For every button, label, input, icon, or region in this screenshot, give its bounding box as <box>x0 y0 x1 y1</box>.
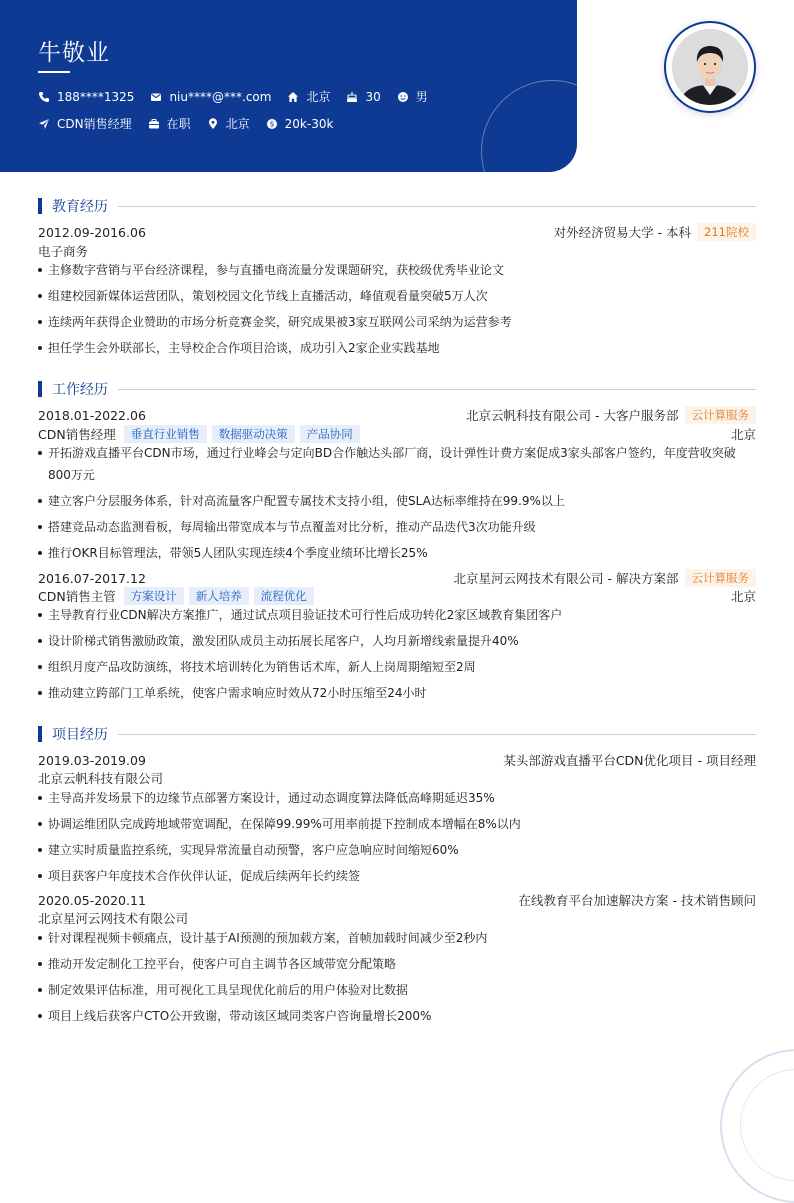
section-education-title <box>38 196 756 216</box>
education-major: 电子商务 <box>38 244 89 259</box>
project-period: 2020.05-2020.11 <box>38 892 146 908</box>
work-company: 北京星河云网技术有限公司 - 解决方案部 <box>453 571 679 586</box>
skill-tag: 新人培养 <box>189 587 249 605</box>
portrait-illustration <box>672 29 748 105</box>
mail-icon <box>150 91 162 103</box>
section-project-title <box>38 724 756 744</box>
salary-text: 20k-30k <box>284 116 334 131</box>
project-name-role: 某头部游戏直播平台CDN优化项目 - 项目经理 <box>503 753 756 768</box>
job-intent-row <box>38 115 349 132</box>
project-company-row <box>38 909 756 927</box>
work-role: CDN销售主管 <box>38 589 116 604</box>
work-period: 2018.01-2022.06 <box>38 407 146 423</box>
section-divider <box>118 389 756 390</box>
home-icon <box>287 91 299 103</box>
location-pin-icon <box>207 118 219 130</box>
age-item <box>346 90 380 104</box>
work-city: 北京 <box>730 589 756 604</box>
project-company: 北京星河云网技术有限公司 <box>38 911 189 926</box>
work-role-block <box>38 587 314 605</box>
header-banner <box>0 0 577 172</box>
work-period: 2016.07-2017.12 <box>38 570 146 586</box>
work-company-block <box>454 569 756 587</box>
skill-tag: 产品协同 <box>300 425 360 443</box>
list-item: 搭建竞品动态监测看板，每周输出带宽成本与节点覆盖对比分析，推动产品迭代3次功能升级 <box>38 516 756 538</box>
education-entry-head <box>38 223 756 241</box>
project-company: 北京云帆科技有限公司 <box>38 771 164 786</box>
section-divider <box>118 734 756 735</box>
target-role-item <box>38 115 132 132</box>
project-company-row <box>38 769 756 787</box>
work-entry-head <box>38 406 756 424</box>
list-item: 组建校园新媒体运营团队，策划校园文化节线上直播活动，峰值观看量突破5万人次 <box>38 285 756 307</box>
phone-icon <box>38 91 50 103</box>
education-period: 2012.09-2016.06 <box>38 224 146 240</box>
work-role: CDN销售经理 <box>38 427 116 442</box>
phone-text: 188****1325 <box>57 89 135 104</box>
target-city-text: 北京 <box>225 117 250 131</box>
profile-photo <box>672 29 748 105</box>
project-period: 2019.03-2019.09 <box>38 752 146 768</box>
skill-tag: 方案设计 <box>124 587 184 605</box>
user-face-icon <box>397 91 409 103</box>
section-label: 工作经历 <box>52 382 108 398</box>
list-item: 主修数字营销与平台经济课程，参与直播电商流量分发课题研究，获校级优秀毕业论文 <box>38 259 756 281</box>
list-item: 担任学生会外联部长，主导校企合作项目洽谈，成功引入2家企业实践基地 <box>38 337 756 359</box>
project-entry-head <box>38 891 756 909</box>
project-name-role: 在线教育平台加速解决方案 - 技术销售顾问 <box>518 893 756 908</box>
work-entry-head <box>38 569 756 587</box>
list-item: 建立客户分层服务体系，针对高流量客户配置专属技术支持小组，使SLA达标率维持在99.9%以上 <box>38 490 756 512</box>
section-bar <box>38 198 42 214</box>
age-text: 30 <box>365 89 381 104</box>
svg-text:$: $ <box>269 119 275 129</box>
list-item: 推动建立跨部门工单系统，使客户需求响应时效从72小时压缩至24小时 <box>38 682 756 704</box>
list-item: 制定效果评估标准，用可视化工具呈现优化前后的用户体验对比数据 <box>38 979 756 1001</box>
work-company: 北京云帆科技有限公司 - 大客户服务部 <box>466 408 679 423</box>
list-item: 项目获客户年度技术合作伙伴认证，促成后续两年长约续签 <box>38 865 756 887</box>
project-entry-head <box>38 751 756 769</box>
section-bar <box>38 726 42 742</box>
work-company-block <box>466 406 756 424</box>
list-item: 协调运维团队完成跨地域带宽调配，在保障99.99%可用率前提下控制成本增幅在8%以内 <box>38 813 756 835</box>
cake-icon <box>346 91 358 103</box>
list-item: 项目上线后获客户CTO公开致谢，带动该区域同类客户咨询量增长200% <box>38 1005 756 1027</box>
gender-item <box>397 88 428 105</box>
briefcase-icon <box>148 118 160 130</box>
status-text: 在职 <box>166 117 191 131</box>
phone-item <box>38 90 134 104</box>
school-tag: 211院校 <box>697 223 756 241</box>
list-item: 设计阶梯式销售激励政策，激发团队成员主动拓展长尾客户，人均月新增线索量提升40% <box>38 630 756 652</box>
salary-item <box>266 117 334 131</box>
education-school-block <box>554 223 756 241</box>
education-school: 对外经济贸易大学 - 本科 <box>553 225 692 240</box>
home-item <box>287 88 330 105</box>
work-role-row <box>38 425 756 443</box>
section-work-title <box>38 379 756 399</box>
education-major-row <box>38 242 756 260</box>
contact-row <box>38 88 444 105</box>
section-label: 项目经历 <box>52 727 108 743</box>
work-city: 北京 <box>730 427 756 442</box>
list-item: 针对课程视频卡顿痛点，设计基于AI预测的预加载方案，首帧加载时间减少至2秒内 <box>38 927 756 949</box>
paper-plane-icon <box>38 118 50 130</box>
name-underline <box>38 71 70 73</box>
section-label: 教育经历 <box>52 199 108 215</box>
email-item <box>150 90 271 104</box>
target-role-text: CDN销售经理 <box>57 117 132 131</box>
list-item: 建立实时质量监控系统，实现异常流量自动预警，客户应急响应时间缩短60% <box>38 839 756 861</box>
industry-tag: 云计算服务 <box>685 406 757 424</box>
target-city-item <box>207 115 250 132</box>
list-item: 主导高并发场景下的边缘节点部署方案设计，通过动态调度算法降低高峰期延迟35% <box>38 787 756 809</box>
work-role-row <box>38 587 756 605</box>
skill-tag: 垂直行业销售 <box>124 425 207 443</box>
gender-text: 男 <box>415 90 428 104</box>
list-item: 连续两年获得企业赞助的市场分析竞赛金奖，研究成果被3家互联网公司采纳为运营参考 <box>38 311 756 333</box>
status-item <box>148 115 191 132</box>
list-item: 推行OKR目标管理法，带领5人团队实现连续4个季度业绩环比增长25% <box>38 542 756 564</box>
candidate-name: 牛敬业 <box>38 40 110 66</box>
list-item: 组织月度产品攻防演练，将技术培训转化为销售话术库，新人上岗周期缩短至2周 <box>38 656 756 678</box>
decorative-circle <box>481 80 577 172</box>
home-text: 北京 <box>306 90 331 104</box>
section-bar <box>38 381 42 397</box>
industry-tag: 云计算服务 <box>685 569 757 587</box>
skill-tag: 数据驱动决策 <box>212 425 295 443</box>
list-item: 推动开发定制化工控平台，使客户可自主调节各区域带宽分配策略 <box>38 953 756 975</box>
money-icon <box>266 118 278 130</box>
list-item: 开拓游戏直播平台CDN市场，通过行业峰会与定向BD合作触达头部厂商，设计弹性计费方案促成3家头部客户签约，年度营收突破800万元 <box>38 442 756 486</box>
list-item: 主导教育行业CDN解决方案推广，通过试点项目验证技术可行性后成功转化2家区域教育集团客户 <box>38 604 756 626</box>
email-text: niu****@***.com <box>169 89 272 104</box>
avatar <box>664 21 756 113</box>
skill-tag: 流程优化 <box>254 587 314 605</box>
work-role-block <box>38 425 360 443</box>
section-divider <box>118 206 756 207</box>
